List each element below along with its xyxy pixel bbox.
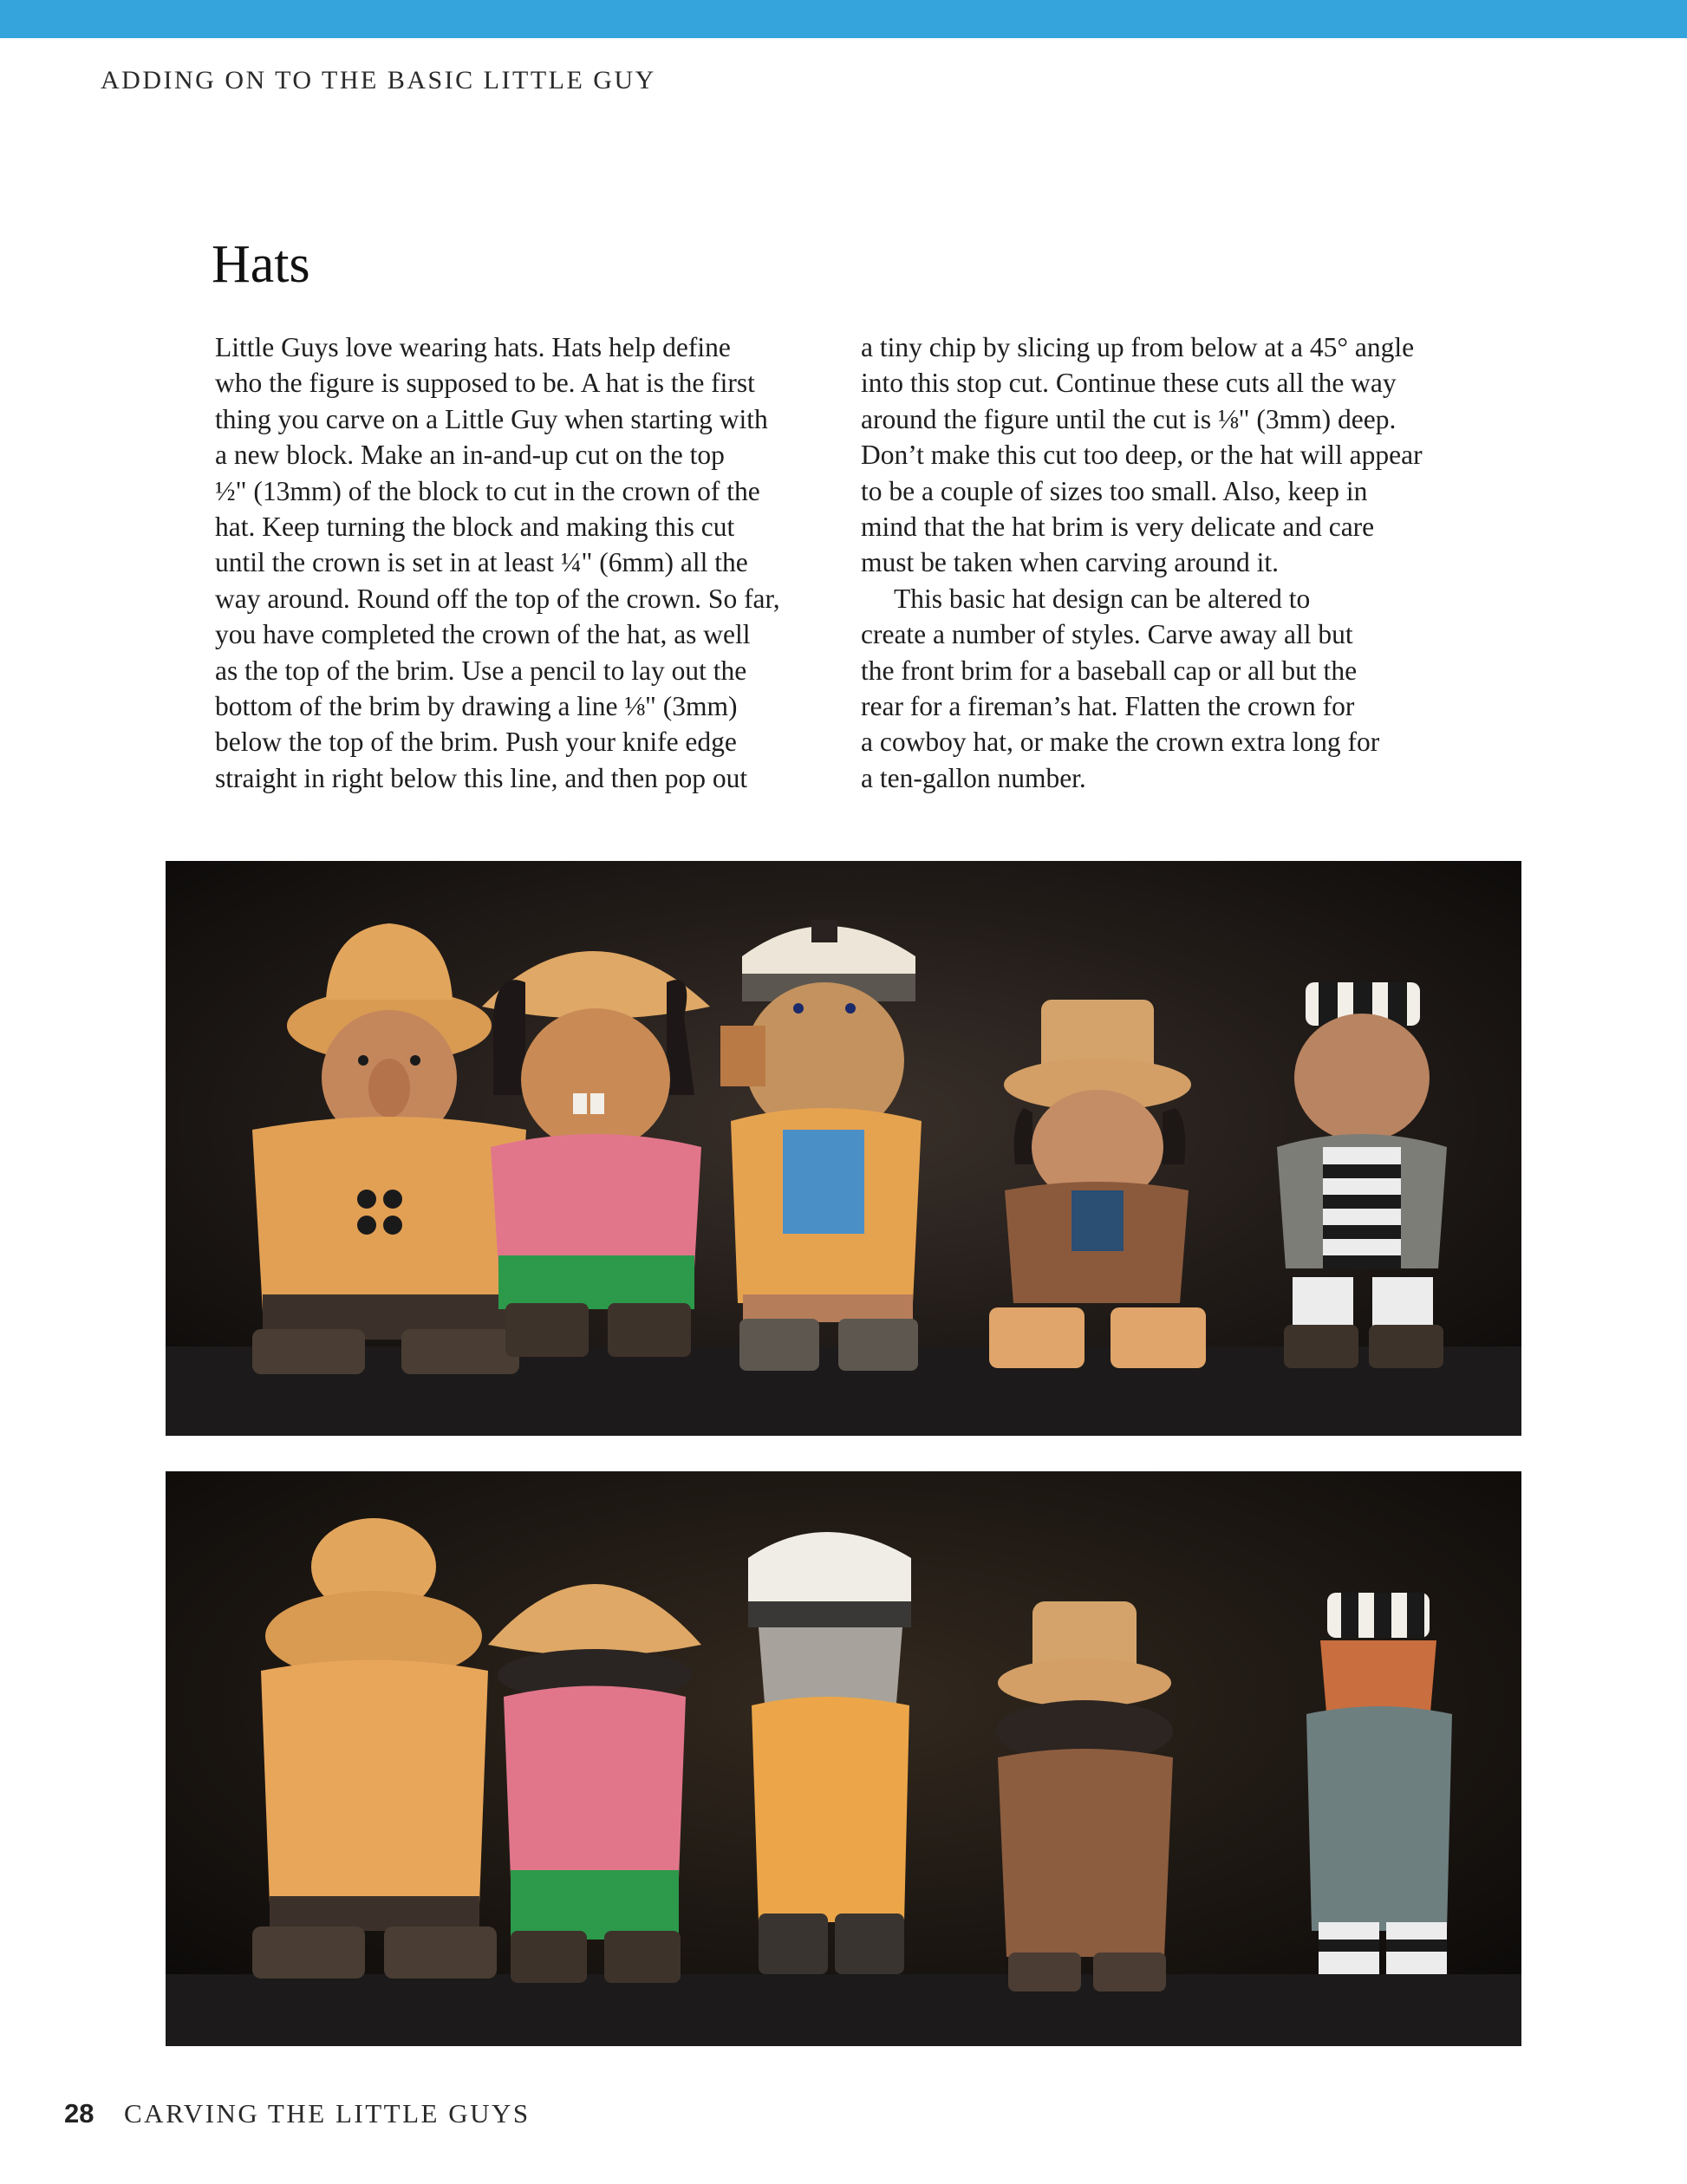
figure-coolie-hat-front [482,951,710,1357]
text-line: thing you carve on a Little Guy when starting with [215,403,768,434]
text-line: around the figure until the cut is ⅛" (3mm) deep. [861,403,1397,434]
text-line: to be a couple of sizes too small. Also, keep in [861,475,1368,506]
figure-captain-hat-front [720,920,922,1371]
photo-figures-front-view [166,861,1521,1436]
text-line: way around. Round off the top of the crown. So far, [215,583,780,614]
text-line: a tiny chip by slicing up from below at a 45° angle [861,332,1415,362]
text-line: into this stop cut. Continue these cuts all the way [861,368,1397,399]
figure-striped-hat-back [1306,1593,1452,1974]
text-line: a new block. Make an in-and-up cut on the top [215,440,725,471]
text-line: create a number of styles. Carve away all but [861,619,1353,650]
text-line: a ten-gallon number. [861,762,1086,793]
text-line: the front brim for a baseball cap or all but the [861,655,1358,686]
text-line: as the top of the brim. Use a pencil to lay out the [215,655,747,686]
body-text-right-column [861,329,1485,796]
text-line: rear for a fireman’s hat. Flatten the crown for [861,690,1355,721]
figure-coolie-hat-back [488,1584,701,1983]
paragraph-start-line: This basic hat design can be altered to [894,583,1311,614]
text-line: hat. Keep turning the block and making this cut [215,511,735,542]
text-line: straight in right below this line, and then pop out [215,762,748,793]
text-line: you have completed the crown of the hat, as well [215,619,751,650]
text-line: bottom of the brim by drawing a line ⅛" (3mm) [215,690,738,721]
text-line: who the figure is supposed to be. A hat is the first [215,368,755,399]
text-line: below the top of the brim. Push your knife edge [215,727,737,758]
running-header: ADDING ON TO THE BASIC LITTLE GUY [101,66,656,95]
page-number: 28 [64,2098,94,2129]
text-line: must be taken when carving around it. [861,547,1279,578]
photo-figures-back-view [166,1471,1521,2046]
text-line: Don’t make this cut too deep, or the hat will appear [861,440,1423,471]
footer-book-title: CARVING THE LITTLE GUYS [124,2098,531,2129]
text-line: until the crown is set in at least ¼" (6mm) all the [215,547,748,578]
figure-captain-hat-back [748,1532,911,1974]
text-line: ½" (13mm) of the block to cut in the crown of the [215,475,760,506]
text-line: Little Guys love wearing hats. Hats help define [215,332,731,362]
text-line: mind that the hat brim is very delicate and care [861,511,1375,542]
text-line: a cowboy hat, or make the crown extra long for [861,727,1380,758]
section-title: Hats [212,235,310,294]
top-accent-bar [0,0,1687,38]
body-text-left-column [215,329,839,796]
